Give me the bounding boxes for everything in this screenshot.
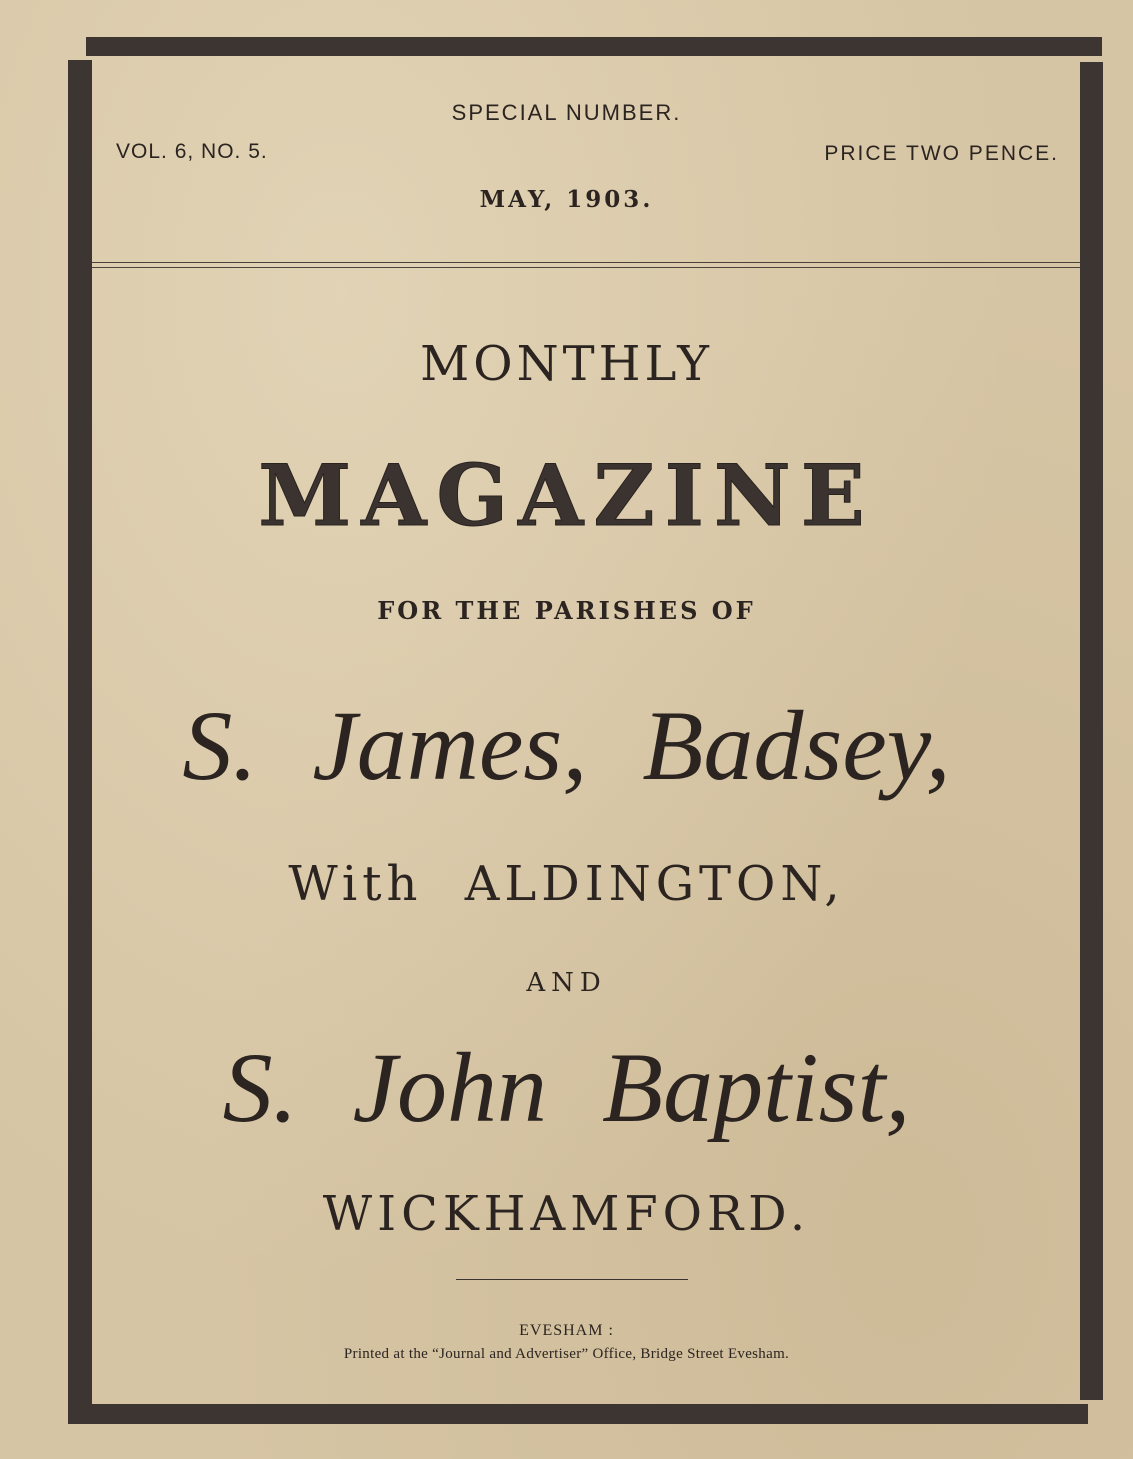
border-bottom xyxy=(68,1404,1088,1424)
title-magazine: MAGAZINE xyxy=(258,446,875,545)
title-monthly: MONTHLY xyxy=(420,336,713,392)
printer-line: Printed at the “Journal and Advertiser” Office, Bridge Street Evesham. xyxy=(343,1346,790,1362)
with-aldington: With ALDINGTON, xyxy=(288,856,845,912)
header-divider xyxy=(92,262,1080,268)
and-label: AND xyxy=(526,968,607,998)
parish-st-john: S. John Baptist, xyxy=(222,1032,911,1143)
place-wickhamford: WICKHAMFORD. xyxy=(322,1186,811,1242)
issue-date: MAY, 1903. xyxy=(479,186,654,213)
special-number: SPECIAL NUMBER. xyxy=(451,100,682,125)
border-top xyxy=(86,37,1102,56)
footer-divider xyxy=(456,1279,688,1280)
printer-town: EVESHAM : xyxy=(519,1322,614,1339)
volume-number: VOL. 6, NO. 5. xyxy=(116,140,268,163)
for-parishes-label: FOR THE PARISHES OF xyxy=(377,596,756,625)
price: PRICE TWO PENCE. xyxy=(824,142,1059,165)
parish-st-james: S. James, Badsey, xyxy=(182,690,951,801)
